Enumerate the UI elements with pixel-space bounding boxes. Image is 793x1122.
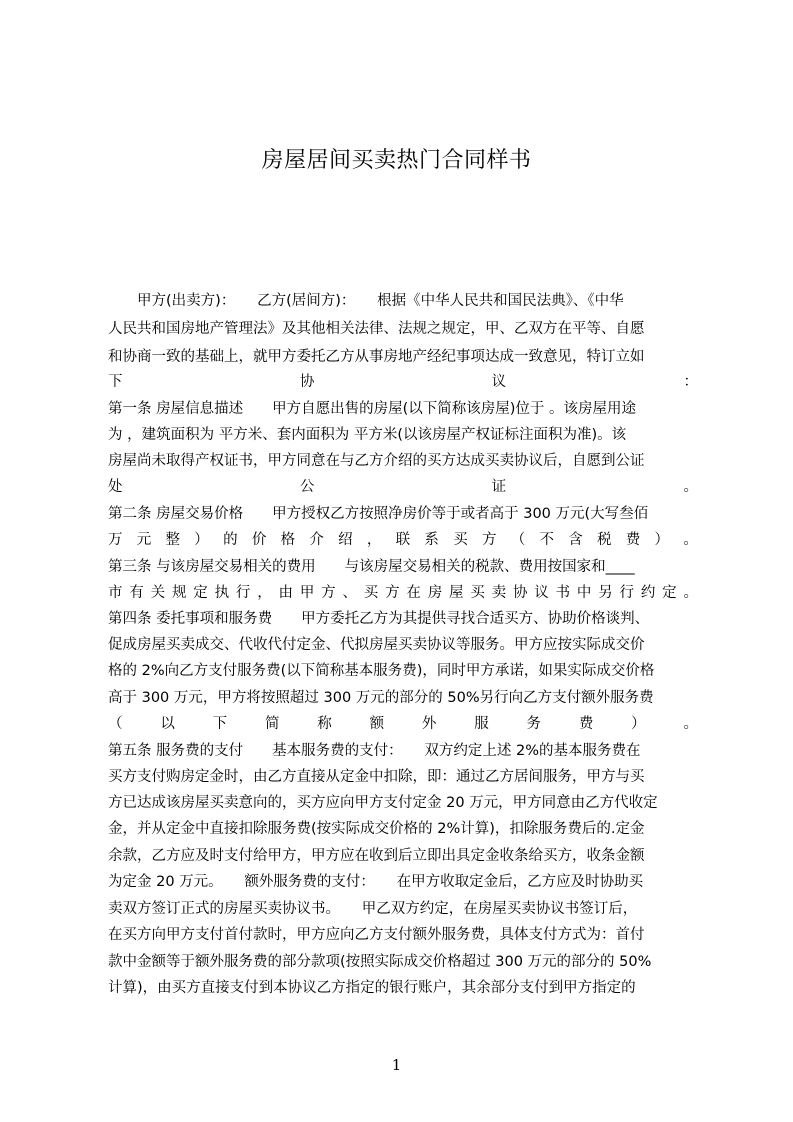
spread-token: 。	[683, 479, 698, 495]
spread-token: 。	[683, 585, 698, 601]
spread-token: 额	[369, 716, 385, 732]
spread-token: 价	[251, 532, 267, 548]
body-line: 方已达成该房屋买卖意向的，买方应向甲方支付定金 20 万元，甲方同意由乙方代收定	[108, 795, 658, 811]
spread-token: 税	[597, 532, 612, 548]
spread-token: ）	[654, 532, 670, 548]
spread-token: 元	[136, 532, 152, 548]
spread-token: 甲	[299, 585, 315, 601]
spread-token: 公	[299, 479, 315, 495]
spread-token: 方	[385, 585, 400, 601]
spread-token: 介	[309, 532, 324, 548]
spread-token: 中	[576, 585, 592, 601]
spread-token: 不	[539, 532, 554, 548]
spread-line	[108, 582, 698, 604]
spread-token: 万	[108, 532, 123, 548]
spread-token: 。	[683, 532, 698, 548]
body-line: 格的 2%向乙方支付服务费(以下简称基本服务费)，同时甲方承诺，如果实际成交价格	[108, 663, 655, 679]
spread-token: （	[510, 532, 526, 548]
spread-token: 。	[683, 716, 698, 732]
body-line: 计算)，由买方直接支付到本协议乙方指定的银行账户，其余部分支付到甲方指定的	[108, 980, 636, 996]
spread-token: 规	[171, 585, 187, 601]
body-line: 高于 300 万元，甲方将按照超过 300 万元的部分的 50%另行向乙方支付额外服务费	[108, 690, 654, 706]
spread-token: 在	[406, 585, 421, 601]
spread-token: 由	[278, 585, 293, 601]
spread-line	[108, 713, 698, 735]
body-line: 人民共和国房地产管理法》及其他相关法律、法规之规定，甲、乙双方在平等、自愿	[108, 321, 645, 337]
spread-token: ：	[683, 374, 698, 390]
spread-token: 称	[317, 716, 332, 732]
spread-token: ，	[366, 532, 382, 548]
body-line: 金，并从定金中直接扣除服务费(按实际成交价格的 2%计算)，扣除服务费后的.定金	[108, 821, 645, 837]
body-line: 第一条 房屋信息描述 甲方自愿出售的房屋(以下简称该房屋)位于 。该房屋用途	[108, 401, 637, 417]
body-line: 第三条 与该房屋交易相关的费用 与该房屋交易相关的税款、费用按国家和____	[108, 559, 635, 575]
spread-token: 格	[280, 532, 296, 548]
body-line: 第二条 房屋交易价格 甲方授权乙方按照净房价等于或者高于 300 万元(大写叁佰	[108, 506, 649, 522]
body-line: 第五条 服务费的支付 基本服务费的支付： 双方约定上述 2%的基本服务费在	[108, 743, 641, 759]
spread-line	[108, 529, 698, 551]
spread-token: 含	[568, 532, 583, 548]
spread-token: 整	[165, 532, 181, 548]
spread-token: 绍	[338, 532, 353, 548]
body-line: 买方支付购房定金时，由乙方直接从定金中扣除，即：通过乙方居间服务，甲方与买	[108, 769, 645, 785]
spread-token: 约	[640, 585, 656, 601]
spread-token: 协	[299, 374, 315, 390]
spread-token: 行	[619, 585, 634, 601]
body-line: 款中金额等于额外服务费的部分款项(按照实际成交价格超过 300 万元的部分的 50%	[108, 954, 652, 970]
spread-token: 关	[150, 585, 166, 601]
spread-token: ）	[194, 532, 209, 548]
spread-token: 下	[108, 374, 123, 390]
spread-token: 外	[421, 716, 437, 732]
spread-token: 下	[212, 716, 228, 732]
spread-line	[108, 476, 698, 498]
spread-token: 买	[453, 532, 468, 548]
body-line: 余款，乙方应及时支付给甲方，甲方应在收到后立即出具定金收条给买方，收条金额	[108, 848, 645, 864]
spread-token: 服	[474, 716, 489, 732]
spread-token: ，	[257, 585, 272, 601]
spread-token: 另	[598, 585, 613, 601]
body-line: 甲方(出卖方)： 乙方(居间方)： 根据《中华人民共和国民法典》、《中华	[108, 293, 624, 309]
spread-token: （	[108, 716, 123, 732]
spread-token: 买	[363, 585, 379, 601]
spread-token: 简	[264, 716, 280, 732]
document-title: 房屋居间买卖热门合同样书	[261, 148, 532, 173]
spread-token: 费	[578, 716, 594, 732]
body-line: 在买方向甲方支付首付款时，甲方应向乙方支付额外服务费，具体支付方式为：首付	[108, 927, 645, 943]
body-line: 和协商一致的基础上，就甲方委托乙方从事房地产经纪事项达成一致意见，特订立如	[108, 349, 645, 365]
body-line: 卖双方签订正式的房屋买卖协议书。 甲乙双方约定，在房屋买卖协议书签订后，	[108, 901, 638, 917]
spread-token: 方	[481, 532, 497, 548]
spread-token: 议	[491, 374, 507, 390]
spread-token: 、	[342, 585, 357, 601]
body-line: 房屋尚未取得产权证书，甲方同意在与乙方介绍的买方达成买卖协议后，自愿到公证	[108, 453, 645, 469]
spread-token: 联	[395, 532, 411, 548]
spread-token: 协	[512, 585, 528, 601]
spread-line	[108, 371, 698, 393]
body-line: 为定金 20 万元。 额外服务费的支付： 在甲方收取定金后，乙方应及时协助买	[108, 874, 644, 890]
body-line: 第四条 委托事项和服务费 甲方委托乙方为其提供寻找合适买方、协助价格谈判、	[108, 611, 650, 627]
spread-token: 房	[427, 585, 443, 601]
body-line: 促成房屋买卖成交、代收代付定金、代拟房屋买卖协议等服务。甲方应按实际成交价	[108, 637, 645, 653]
spread-token: 行	[235, 585, 251, 601]
spread-token: 有	[129, 585, 144, 601]
page-number: 1	[391, 1056, 402, 1074]
spread-token: 执	[214, 585, 230, 601]
spread-token: 卖	[491, 585, 507, 601]
spread-token: 务	[526, 716, 541, 732]
spread-token: 处	[108, 479, 123, 495]
spread-token: 以	[160, 716, 175, 732]
spread-token: 费	[625, 532, 641, 548]
spread-token: 系	[424, 532, 439, 548]
spread-token: 买	[470, 585, 485, 601]
spread-token: 定	[662, 585, 677, 601]
spread-token: 的	[223, 532, 238, 548]
spread-token: 定	[193, 585, 208, 601]
spread-token: 方	[321, 585, 336, 601]
spread-token: 议	[534, 585, 549, 601]
spread-token: 屋	[449, 585, 464, 601]
spread-token: 书	[555, 585, 571, 601]
body-line: 为 ，建筑面积为 平方米、套内面积为 平方米(以该房屋产权证标注面积为准)。该	[108, 427, 627, 443]
spread-token: 证	[491, 479, 507, 495]
spread-token: ）	[631, 716, 646, 732]
spread-token: 市	[108, 585, 123, 601]
